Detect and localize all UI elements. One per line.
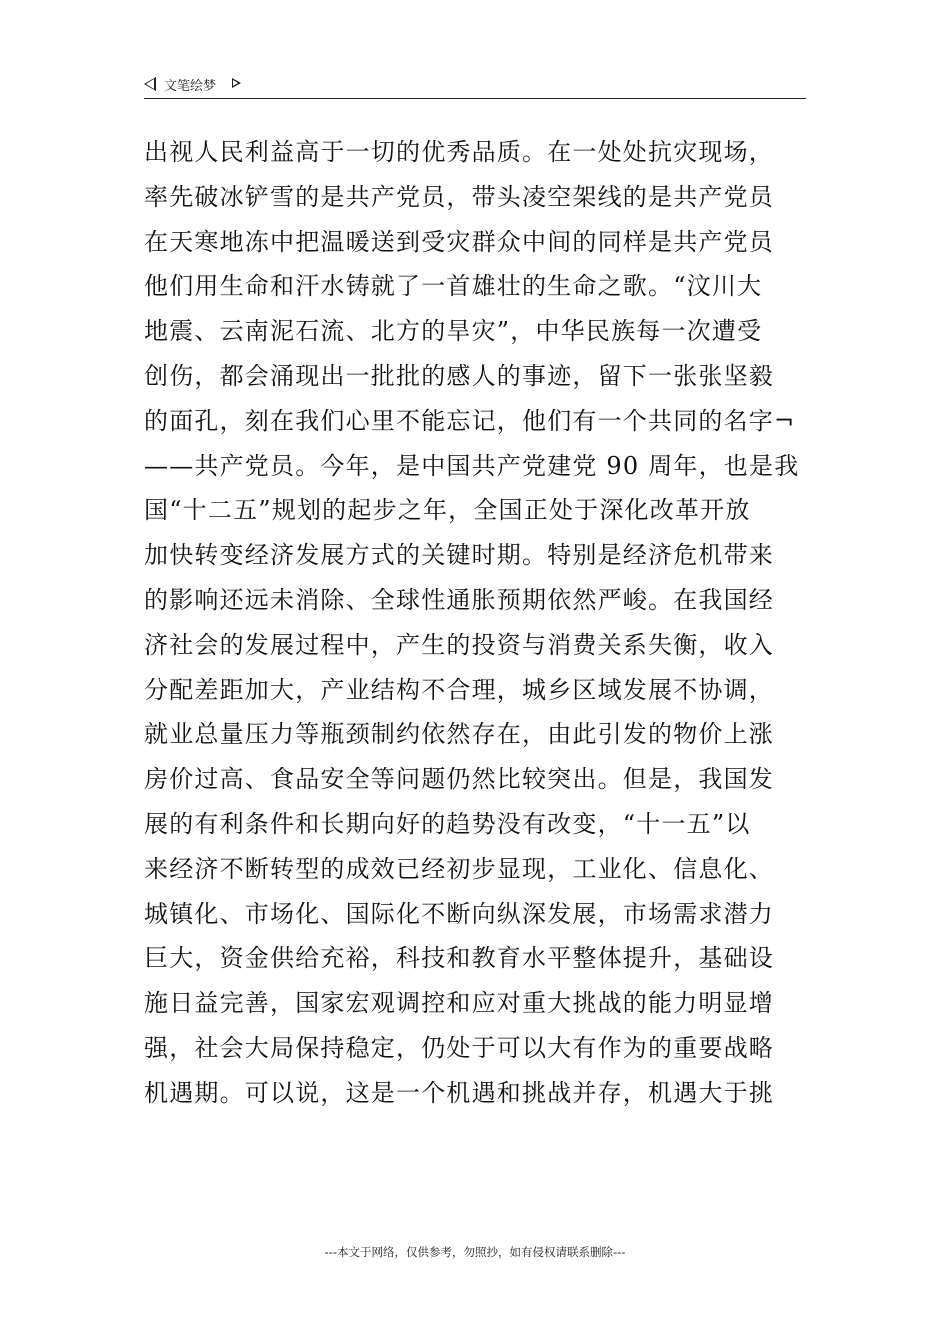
page-header [144, 72, 806, 99]
text-line: 强，社会大局保持稳定，仍处于可以大有作为的重要战略 [144, 1033, 774, 1062]
header-title: 文笔绘梦 [164, 79, 217, 94]
triangle-right-icon [232, 78, 241, 88]
text-line: 城镇化、市场化、国际化不断向纵深发展，市场需求潜力 [144, 899, 774, 928]
text-line: 创伤，都会涌现出一批批的感人的事迹，留下一张张坚毅 [144, 361, 774, 390]
text-line: 展的有利条件和长期向好的趋势没有改变，“十一五”以 [144, 809, 751, 838]
triangle-left-icon [144, 77, 156, 91]
text-line: 房价过高、食品安全等问题仍然比较突出。但是，我国发 [144, 765, 774, 794]
text-line: 的影响还远未消除、全球性通胀预期依然严峻。在我国经 [144, 585, 774, 614]
text-line: 济社会的发展过程中，产生的投资与消费关系失衡，收入 [144, 630, 774, 659]
text-line: 巨大，资金供给充裕，科技和教育水平整体提升，基础设 [144, 944, 774, 973]
text-line: 机遇期。可以说，这是一个机遇和挑战并存，机遇大于挑 [144, 1078, 774, 1107]
text-line: 分配差距加大，产业结构不合理，城乡区域发展不协调， [144, 675, 774, 704]
text-line: 他们用生命和汗水铸就了一首雄壮的生命之歌。“汶川大 [144, 272, 763, 301]
text-line: 地震、云南泥石流、北方的旱灾”，中华民族每一次遭受 [144, 317, 763, 346]
body-text [144, 130, 808, 1116]
text-line: 就业总量压力等瓶颈制约依然存在，由此引发的物价上涨 [144, 720, 774, 749]
text-line: 出视人民利益高于一切的优秀品质。在一处处抗灾现场， [144, 138, 774, 166]
text-line: 的面孔，刻在我们心里不能忘记，他们有一个共同的名字¬ [144, 406, 796, 435]
text-line: 在天寒地冻中把温暖送到受灾群众中间的同样是共产党员 [144, 227, 774, 256]
text-line: 施日益完善，国家宏观调控和应对重大挑战的能力明显增 [144, 989, 774, 1018]
footer-disclaimer: ---本文于网络，仅供参考，勿照抄，如有侵权请联系删除--- [324, 1245, 626, 1259]
text-line: 率先破冰铲雪的是共产党员，带头凌空架线的是共产党员 [144, 182, 774, 211]
text-line: 加快转变经济发展方式的关键时期。特别是经济危机带来 [144, 541, 774, 570]
text-line: 来经济不断转型的成效已经初步显现，工业化、信息化、 [144, 854, 774, 883]
text-line: 国“十二五”规划的起步之年，全国正处于深化改革开放 [144, 496, 751, 525]
text-line: ——共产党员。今年，是中国共产党建党 90 周年，也是我 [144, 451, 800, 480]
